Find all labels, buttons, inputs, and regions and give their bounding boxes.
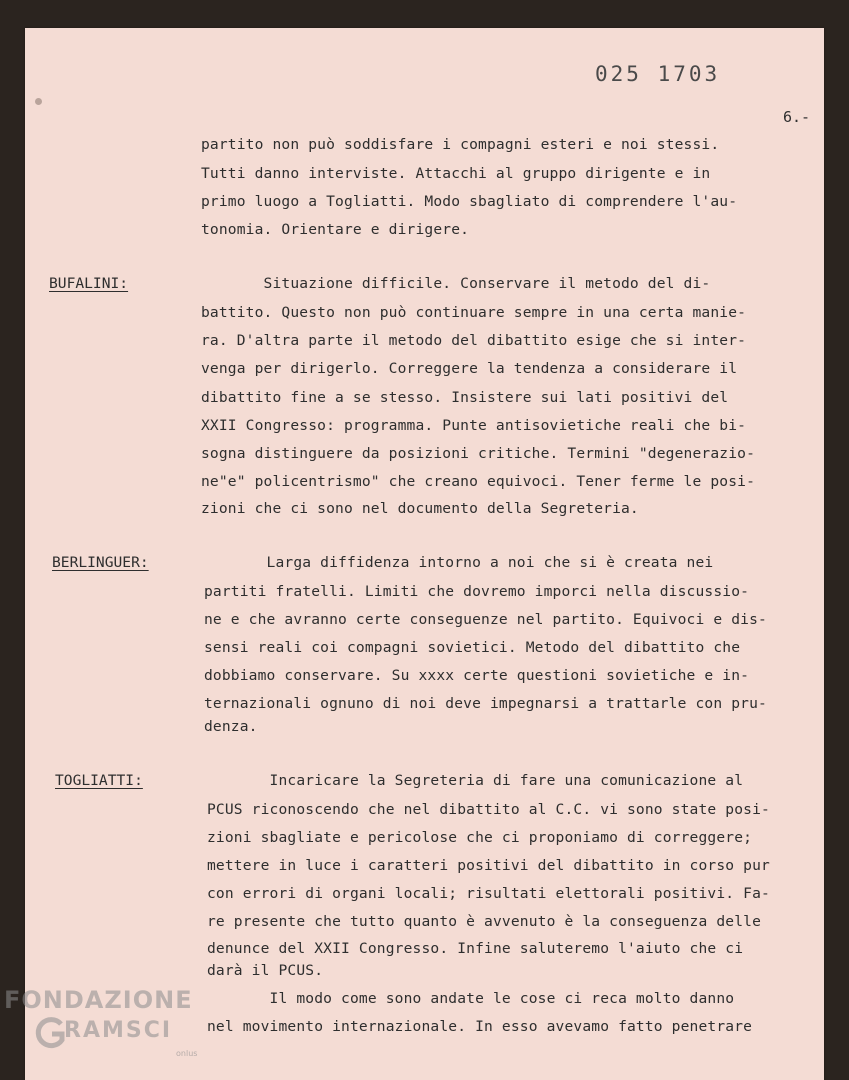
text-line: ra. D'altra parte il metodo del dibattito esige che si inter-: [201, 332, 747, 349]
text-line: zioni sbagliate e pericolose che ci proponiamo di correggere;: [207, 829, 753, 846]
document-number: 025 1703: [595, 62, 721, 86]
text-line: dobbiamo conservare. Su xxxx certe questioni sovietiche e in-: [204, 667, 750, 684]
speaker-label-bufalini: BUFALINI:: [49, 275, 129, 292]
text-line: zioni che ci sono nel documento della Segreteria.: [201, 500, 639, 517]
text-line: XXII Congresso: programma. Punte antisovietiche reali che bi-: [201, 417, 747, 434]
watermark-line1: FONDAZIONE: [4, 986, 193, 1014]
text-line: partiti fratelli. Limiti che dovremo imporci nella discussio-: [204, 583, 750, 600]
text-line: nel movimento internazionale. In esso avevamo fatto penetrare: [207, 1018, 753, 1035]
watermark-line2: RAMSCI: [64, 1018, 173, 1043]
text-line: Il modo come sono andate le cose ci reca molto danno: [207, 990, 735, 1007]
text-line: partito non può soddisfare i compagni esteri e noi stessi.: [201, 136, 720, 153]
text-line: denza.: [204, 718, 258, 735]
speaker-label-togliatti: TOGLIATTI:: [55, 772, 143, 789]
text-line: sensi reali coi compagni sovietici. Metodo del dibattito che: [204, 639, 741, 656]
text-line: tonomia. Orientare e dirigere.: [201, 221, 470, 238]
text-line: mettere in luce i caratteri positivi del dibattito in corso pur: [207, 857, 770, 874]
punch-hole: [35, 98, 42, 105]
page-number: 6.-: [783, 108, 811, 126]
text-line: denunce del XXII Congresso. Infine saluteremo l'aiuto che ci: [207, 940, 744, 957]
gramsci-g-icon: [34, 1014, 68, 1054]
text-line: venga per dirigerlo. Correggere la tendenza a considerare il: [201, 360, 738, 377]
text-line: sogna distinguere da posizioni critiche. Termini "degenerazio-: [201, 445, 756, 462]
text-line: Situazione difficile. Conservare il metodo del di-: [201, 275, 711, 292]
text-line: PCUS riconoscendo che nel dibattito al C.C. vi sono state posi-: [207, 801, 770, 818]
text-line: ternazionali ognuno di noi deve impegnarsi a trattarle con pru-: [204, 695, 767, 712]
text-line: re presente che tutto quanto è avvenuto è la conseguenza delle: [207, 913, 762, 930]
text-line: Tutti danno interviste. Attacchi al gruppo dirigente e in: [201, 165, 711, 182]
text-line: ne"e" policentrismo" che creano equivoci. Tener ferme le posi-: [201, 473, 756, 490]
text-line: battito. Questo non può continuare sempre in una certa manie-: [201, 304, 747, 321]
speaker-label-berlinguer: BERLINGUER:: [52, 554, 149, 571]
fondazione-gramsci-watermark: [4, 986, 214, 1066]
text-line: darà il PCUS.: [207, 962, 324, 979]
text-line: Larga diffidenza intorno a noi che si è creata nei: [204, 554, 714, 571]
text-line: Incaricare la Segreteria di fare una comunicazione al: [207, 772, 744, 789]
text-line: ne e che avranno certe conseguenze nel partito. Equivoci e dis-: [204, 611, 767, 628]
text-line: dibattito fine a se stesso. Insistere sui lati positivi del: [201, 389, 729, 406]
text-line: primo luogo a Togliatti. Modo sbagliato di comprendere l'au-: [201, 193, 738, 210]
watermark-line3: onlus: [176, 1049, 198, 1058]
text-line: con errori di organi locali; risultati elettorali positivi. Fa-: [207, 885, 770, 902]
document-page: [25, 28, 824, 1080]
